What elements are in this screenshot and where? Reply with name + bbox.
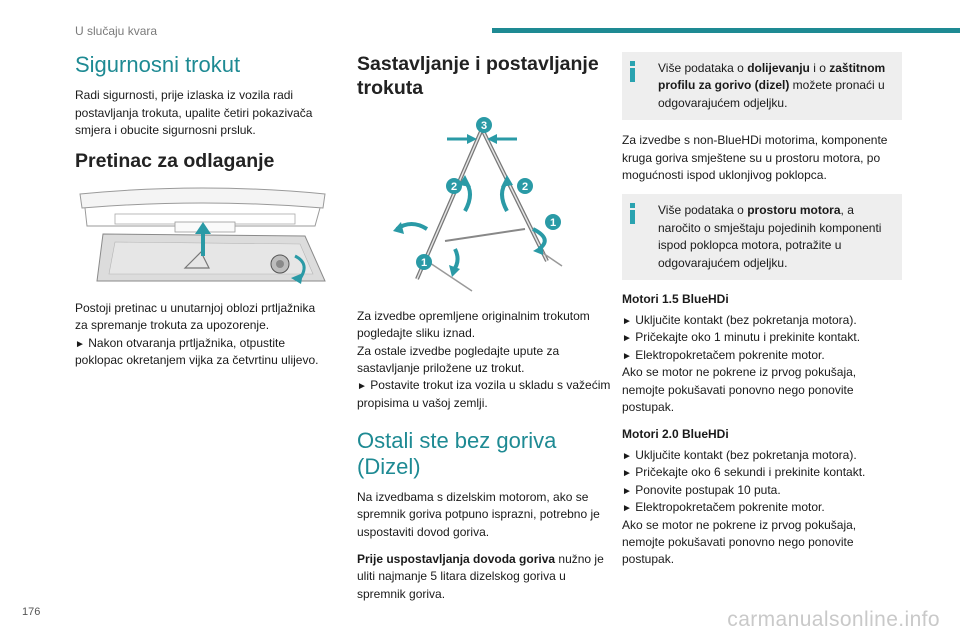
heading-sigurnosni-trokut: Sigurnosni trokut: [75, 52, 241, 77]
m20-note: Ako se motor ne pokrene iz prvog pokušaja, nemojte pokušavati ponovno nego ponovite postupak.: [622, 517, 857, 567]
info-box-refuelling: [622, 52, 902, 120]
info1-bold-2: zaštitnom profilu za gorivo (dizel): [658, 61, 886, 93]
bullet-marker: ►: [622, 503, 632, 515]
m20-step-1: Uključite kontakt (bez pokretanja motora).: [635, 447, 857, 462]
bullet-marker: ►: [622, 468, 632, 480]
trunk-storage-illustration: [75, 186, 330, 286]
column-3: [622, 52, 902, 569]
bullet-marker: ►: [75, 338, 85, 350]
info1-mid: i o: [809, 61, 830, 75]
heading-bez-goriva: Ostali ste bez goriva (Dizel): [357, 428, 557, 479]
m15-note: Ako se motor ne pokrene iz prvog pokušaja, nemojte pokušavati ponovno nego ponovite postupak.: [622, 365, 857, 415]
storage-step: Nakon otvaranja prtljažnika, otpustite poklopac okretanjem vijka za četvrtinu ulijevo.: [75, 335, 319, 368]
info-box-engine-bay: [622, 194, 902, 280]
info2-post: , a naročito o smještaju pojedinih komponenti ispod poklopca motora, potražite u odgovarajućem odjeljku.: [658, 203, 882, 270]
info1-post: možete pronaći u odgovarajućem odjeljku.: [658, 78, 885, 110]
assembly-text-1: Za izvedbe opremljene originalnim trokutom pogledajte sliku iznad.: [357, 308, 590, 341]
figure-label-3: 3: [480, 119, 488, 132]
m20-step-4: Elektropokretačem pokrenite motor.: [635, 500, 825, 515]
m15-step-3: Elektropokretačem pokrenite motor.: [635, 347, 825, 362]
assembly-text-2: Za ostale izvedbe pogledajte upute za sastavljanje priložene uz trokut.: [357, 343, 560, 375]
storage-text: Postoji pretinac u unutarnjoj oblozi prtljažnika za spremanje trokuta za upozorenje.: [75, 300, 316, 333]
heading-sastavljanje: Sastavljanje i postavljanje trokuta: [357, 53, 599, 100]
info2-pre: Više podataka o: [658, 203, 748, 218]
intro-text: Radi sigurnosti, prije izlaska iz vozila radi postavljanja trokuta, upalite četiri pokazivača smjera i obucite sigurnosni prsluk.: [75, 88, 313, 138]
m15-step-2: Pričekajte oko 1 minutu i prekinite kontakt.: [635, 330, 861, 345]
subheading-2-0-bluehdi: Motori 2.0 BlueHDi: [622, 426, 729, 441]
triangle-assembly-illustration: [357, 111, 612, 296]
figure-label-1a: 1: [549, 216, 557, 229]
fuel-priming-bold: Prije uspostavljanja dovoda goriva: [357, 551, 556, 566]
fuel-intro-text: Na izvedbama s dizelskim motorom, ako se spremnik goriva potpuno isprazni, potrebno je uspostaviti dovod goriva.: [357, 489, 600, 539]
bullet-marker: ►: [622, 450, 632, 462]
page-number: 176: [22, 606, 41, 618]
info1-pre: Više podataka o: [658, 61, 748, 75]
watermark-link[interactable]: carmanualsonline.info: [727, 608, 940, 631]
heading-pretinac: Pretinac za odlaganje: [75, 150, 275, 173]
info1-bold-1: dolijevanju: [747, 61, 810, 75]
header-section-title: U slučaju kvara: [75, 24, 158, 38]
info-icon: [630, 203, 635, 223]
bullet-marker: ►: [622, 485, 632, 497]
column-1: [75, 52, 330, 380]
assembly-step: Postavite trokut iza vozila u skladu s važećim propisima u vašoj zemlji.: [357, 378, 611, 410]
figure-label-1b: 1: [420, 256, 428, 269]
m15-step-1: Uključite kontakt (bez pokretanja motora).: [635, 312, 857, 327]
bullet-marker: ►: [622, 333, 632, 345]
bullet-marker: ►: [622, 350, 632, 362]
subheading-1-5-bluehdi: Motori 1.5 BlueHDi: [622, 291, 729, 306]
fuel-priming-text: [357, 551, 612, 603]
figure-label-2a: 2: [450, 180, 458, 193]
fuel-priming-rest: nužno je uliti najmanje 5 litara dizelskog goriva u spremnik goriva.: [357, 551, 604, 601]
info-icon: [630, 61, 635, 81]
info2-bold: prostoru motora: [747, 203, 841, 218]
figure-label-2b: 2: [521, 180, 529, 193]
non-bluehdi-text: Za izvedbe s non-BlueHDi motorima, komponente kruga goriva smještene su u prostoru motora, po mogućnosti ispod uklonjivog poklopca.: [622, 133, 888, 182]
m20-step-2: Pričekajte oko 6 sekundi i prekinite kontakt.: [635, 465, 866, 480]
column-2: [357, 52, 612, 603]
header-accent-bar: [492, 28, 960, 33]
m20-step-3: Ponovite postupak 10 puta.: [635, 482, 781, 497]
bullet-marker: ►: [622, 315, 632, 327]
bullet-marker: ►: [357, 381, 367, 393]
